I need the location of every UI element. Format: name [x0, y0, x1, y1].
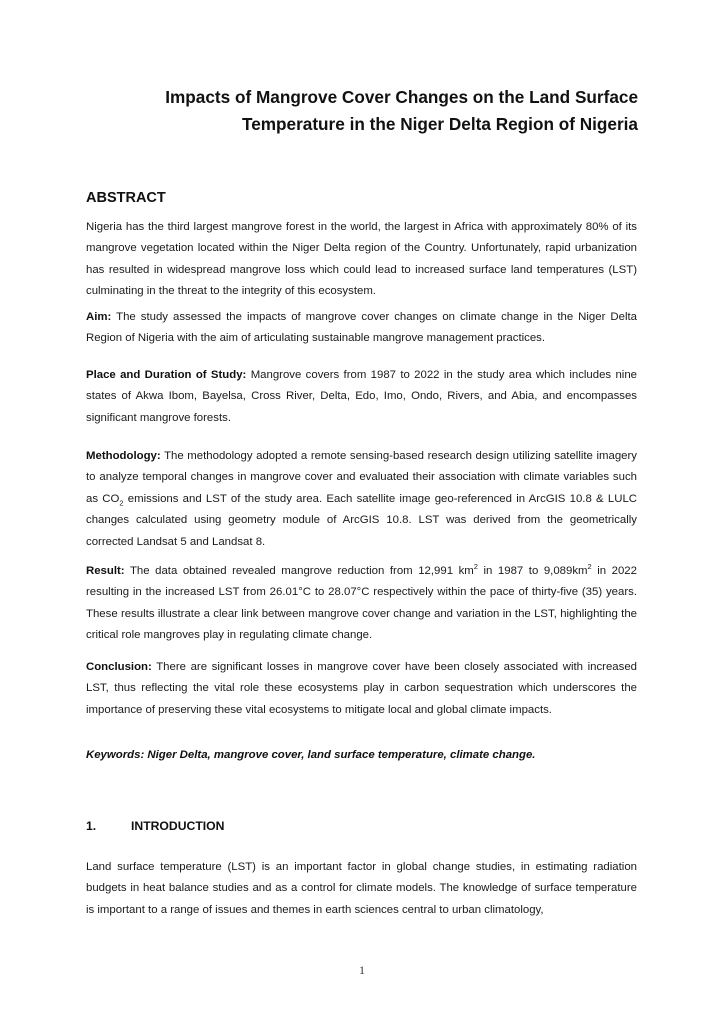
place-text: Mangrove covers from 1987 to 2022 in the study area which includes nine states of Akwa Ibom, Bayelsa, Cross River, Delta, Edo, Imo, Ondo, Rivers, and Abia, and encompasses significant mangrove forests.: [86, 369, 637, 424]
paper-title: [120, 84, 638, 138]
title-line-1: Impacts of Mangrove Cover Changes on the Land Surface: [165, 87, 638, 107]
conclusion-text: There are significant losses in mangrove cover have been closely associated with increased LST, thus reflecting the vital role these ecosystems play in carbon sequestration which underscores the importance of preserving these vital ecosystems to mitigate local and global climate impacts.: [86, 661, 637, 716]
abstract-place-duration: [86, 365, 637, 429]
result-text-c: in 2022 resulting in the increased LST from 26.01°C to 28.07°C respectively within the pace of thirty-five (35) years. These results illustrate a clear link between mangrove cover change and variation in the LST, highlighting the critical role mangroves play in regulating climate change.: [86, 565, 637, 642]
methodology-text-a: The methodology adopted a remote sensing-based research design utilizing satellite imagery to analyze temporal changes in mangrove cover and evaluated their association with climate variables such as CO: [86, 450, 637, 505]
section-title: INTRODUCTION: [131, 819, 225, 833]
place-label: Place and Duration of Study:: [86, 369, 247, 381]
result-text-b: in 1987 to 9,089km: [477, 565, 588, 577]
introduction-paragraph: Land surface temperature (LST) is an important factor in global change studies, in estimating radiation budgets in heat balance studies and as a control for climate models. The knowledge of surface temperature is important to a range of issues and themes in earth sciences central to urban climatology,: [86, 861, 637, 916]
abstract-intro: Nigeria has the third largest mangrove forest in the world, the largest in Africa with approximately 80% of its mangrove vegetation located within the Niger Delta region of the Country. Unfortunately, rapid urbanization has resulted in widespread mangrove loss which could lead to increased surface land temperatures (LST) culminating in the threat to the integrity of this ecosystem.: [86, 221, 637, 298]
methodology-label: Methodology:: [86, 450, 161, 462]
co2-subscript: 2: [119, 498, 124, 508]
introduction-heading: [86, 819, 224, 833]
abstract-methodology: [86, 446, 637, 553]
aim-label: Aim:: [86, 311, 112, 323]
abstract-aim: [86, 307, 637, 350]
abstract-conclusion: [86, 657, 637, 721]
result-text-a: The data obtained revealed mangrove reduction from 12,991 km: [124, 565, 474, 577]
conclusion-label: Conclusion:: [86, 661, 152, 673]
aim-text: The study assessed the impacts of mangrove cover changes on climate change in the Niger Delta Region of Nigeria with the aim of articulating sustainable mangrove management practices.: [86, 311, 637, 345]
abstract-result: [86, 561, 637, 647]
methodology-text-b: emissions and LST of the study area. Each satellite image geo-referenced in ArcGIS 10.8 & LULC changes calculated using geometry module of ArcGIS 10.8. LST was derived from the geometrically corrected Landsat 5 and Landsat 8.: [86, 492, 638, 548]
result-label: Result:: [86, 565, 125, 577]
km2-superscript: 2: [587, 562, 592, 572]
keywords: Keywords: Niger Delta, mangrove cover, land surface temperature, climate change.: [86, 749, 536, 761]
page-number: 1: [359, 963, 365, 977]
section-number: 1.: [86, 819, 97, 833]
abstract-heading: ABSTRACT: [86, 190, 166, 206]
title-line-2: Temperature in the Niger Delta Region of Nigeria: [241, 114, 638, 134]
km2-superscript: 2: [473, 562, 478, 572]
